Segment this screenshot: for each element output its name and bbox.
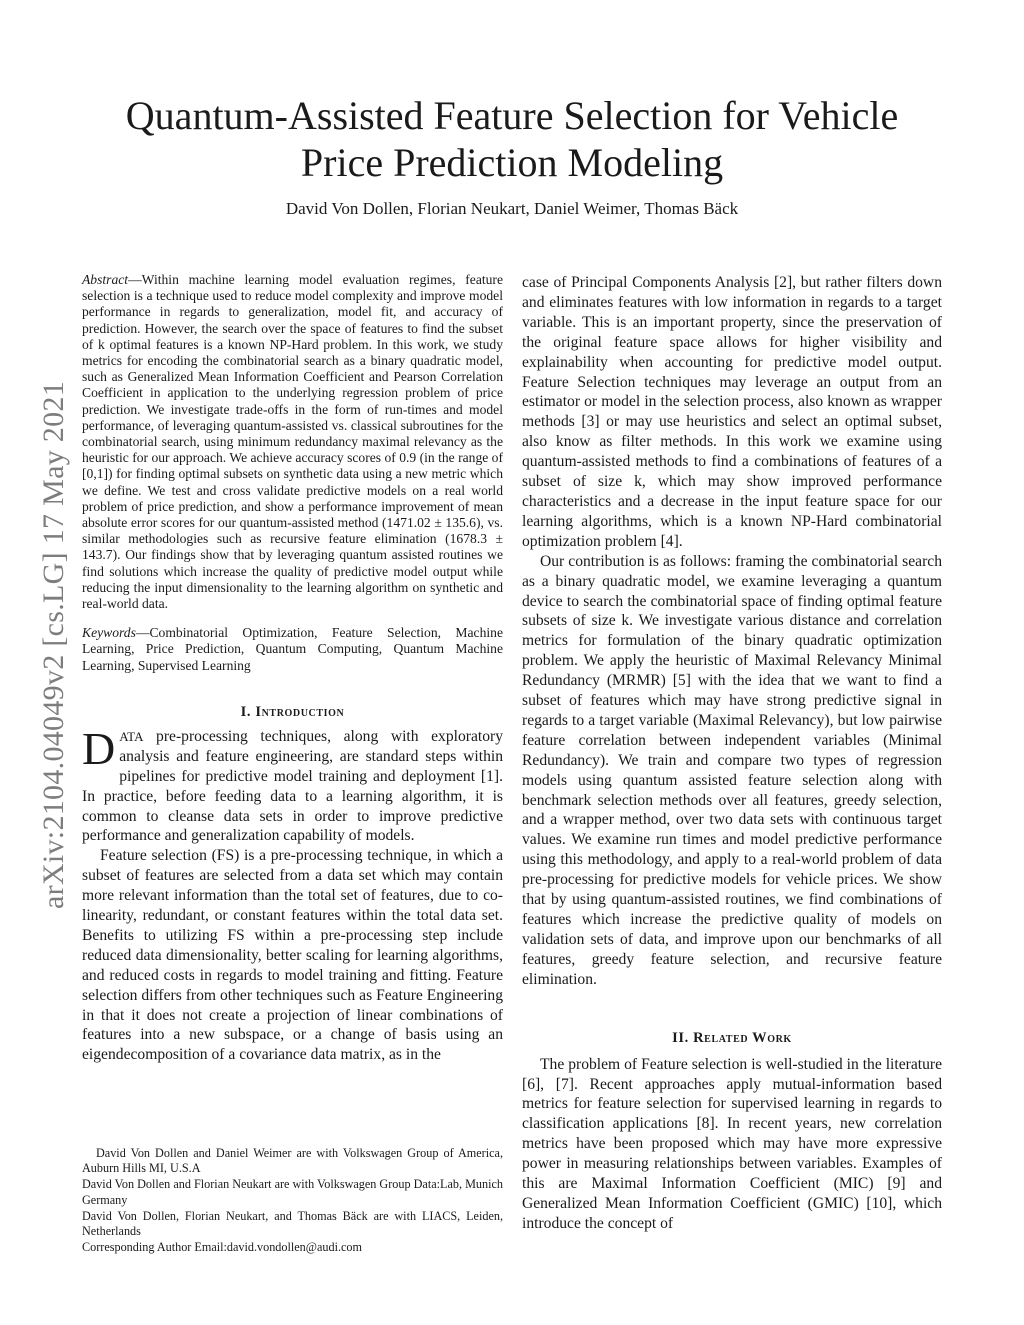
right-paragraph-2: Our contribution is as follows: framing the combinatorial search as a binary quadratic model, we examine leveraging a quantum device to search the combinatorial space of finding optimal feature subsets of size k. We investigate various distance and correlation metrics for formulation of the binary quadratic optimization problem. We apply the heuristic of Maximal Relevancy Minimal Redundancy (MRMR) [5] with the idea that we want to find a subset of features which may have strong predictive signal in regards to a target variable (Maximal Relevancy), but low pairwise feature correlation between independent variables (Minimal Redundancy). We train and compare two types of regression models using quantum assisted feature selection along with benchmark selection methods over all features, greedy selection, and a wrapper method, over two data sets with continuous target values. We examine run times and model predictive performance using this methodology, and apply to a real-world problem of data pre-processing for predictive models for vehicle prices. We show that by using quantum-assisted routines, we find combinations of features which increase the predictive quality of models on validation sets of data, and improve upon our benchmarks of all features, greedy feature selection, and recursive feature elimination. [522,552,942,988]
keywords [82,625,503,674]
drop-cap: D [82,722,116,774]
footnote-affiliation-vw-america: David Von Dollen and Daniel Weimer are with Volkswagen Group of America, Auburn Hills MI, U.S.A [82,1146,503,1176]
abstract [82,272,503,612]
footnote-affiliation-liacs: David Von Dollen, Florian Neukart, and Thomas Bäck are with LIACS, Leiden, Netherlands [82,1208,503,1239]
abstract-label: Abstract [82,272,129,287]
author-list: David Von Dollen, Florian Neukart, Daniel Weimer, Thomas Bäck [285,199,739,218]
arxiv-identifier: arXiv:2104.04049v2 [cs.LG] 17 May 2021 [37,381,70,909]
related-work-paragraph: The problem of Feature selection is well-studied in the literature [6], [7]. Recent approaches apply mutual-information based metrics for feature selection for supervised learning in regards to classification applications [8]. In recent years, new correlation metrics have been proposed which may have more expressive power in measuring relationships between variables. Examples of this are Maximal Information Coefficient (MIC) [9] and Generalized Mean Information Coefficient (GMIC) [10], which introduce the concept of [522,1055,942,1232]
right-column [522,273,942,1234]
paper-title: Quantum-Assisted Feature Selection for Vehicle Price Prediction Modeling [125,93,899,185]
intro-first-word: ATA [119,728,144,744]
keywords-text: —Combinatorial Optimization, Feature Selection, Machine Learning, Price Prediction, Quantum Computing, Quantum Machine Learning, Supervised Learning [82,625,503,673]
left-column [82,272,503,1065]
keywords-label: Keywords [82,625,136,641]
section-heading-introduction: I. Introduction [240,703,345,720]
footnotes [82,1146,503,1256]
intro-paragraph-1 [82,722,503,846]
intro-paragraph-1-text: pre-processing techniques, along with exploratory analysis and feature engineering, are standard steps within pipelines for predictive model training and deployment [1]. In practice, before feeding data to a learning algorithm, it is common to cleanse data sets in order to improve predictive performance and generalization capability of models. [82,727,503,845]
abstract-text: —Within machine learning model evaluation regimes, feature selection is a technique used to reduce model complexity and improve model performance in regards to generalization, model fit, and accuracy of prediction. However, the search over the space of features to find the subset of k optimal features is a known NP-Hard problem. In this work, we study metrics for encoding the combinatorial search as a binary quadratic model, such as Generalized Mean Information Coefficient and Pearson Correlation Coefficient in application to the underlying regression problem of price prediction. We investigate trade-offs in the form of run-times and model performance, of leveraging quantum-assisted vs. classical subroutines for the combinatorial search, using minimum redundancy maximal relevancy as the heuristic for our approach. We achieve accuracy scores of 0.9 (in the range of [0,1]) for finding optimal subsets on synthetic data using a new metric which we define. We test and cross validate predictive models on a real world problem of price prediction, and show a performance improvement of mean absolute error scores for our quantum-assisted method (1471.02 ± 135.6), vs. similar methodologies such as recursive feature elimination (1678.3 ± 143.7). Our findings show that by leveraging quantum assisted routines we find solutions which increase the quality of predictive model output while reducing the input dimensionality to the learning algorithm on synthetic and real-world data. [82,272,504,612]
footnote-affiliation-vw-datalab: David Von Dollen and Florian Neukart are with Volkswagen Group Data:Lab, Munich Germany [82,1177,503,1207]
right-paragraph-1: case of Principal Components Analysis [2], but rather filters down and eliminates features with low information in regards to a target variable. This is an important property, since the preservation of the original feature space allows for higher visibility and explainability when accounting for predictive model output. Feature Selection techniques may leverage an output from an estimator or model in the selection process, also known as wrapper methods [3] or may use heuristics and select an optimal subset, also know as filter methods. In this work we examine using quantum-assisted methods to find a combinations of features of a subset of size k, which may show improved performance characteristics and a decrease in the input feature space for our learning algorithms, which is a known NP-Hard combinatorial optimization problem [4]. [522,274,942,550]
footnote-corresponding-author: Corresponding Author Email:david.vondollen@audi.com [82,1240,362,1255]
intro-paragraph-2: Feature selection (FS) is a pre-processing technique, in which a subset of features are selected from a data set which may contain more relevant information than the total set of features, due to co-linearity, redundant, or constant features within the total data set. Benefits to utilizing FS within a pre-processing step include reduced data dimensionality, better scaling for learning algorithms, and reduced costs in regards to model training and fitting. Feature selection differs from other techniques such as Feature Engineering in that it does not create a projection of linear combinations of features into a new subspace, or a change of basis using an eigendecomposition of a covariance data matrix, as in the [82,847,503,1064]
section-heading-related-work: II. Related Work [672,1029,792,1046]
